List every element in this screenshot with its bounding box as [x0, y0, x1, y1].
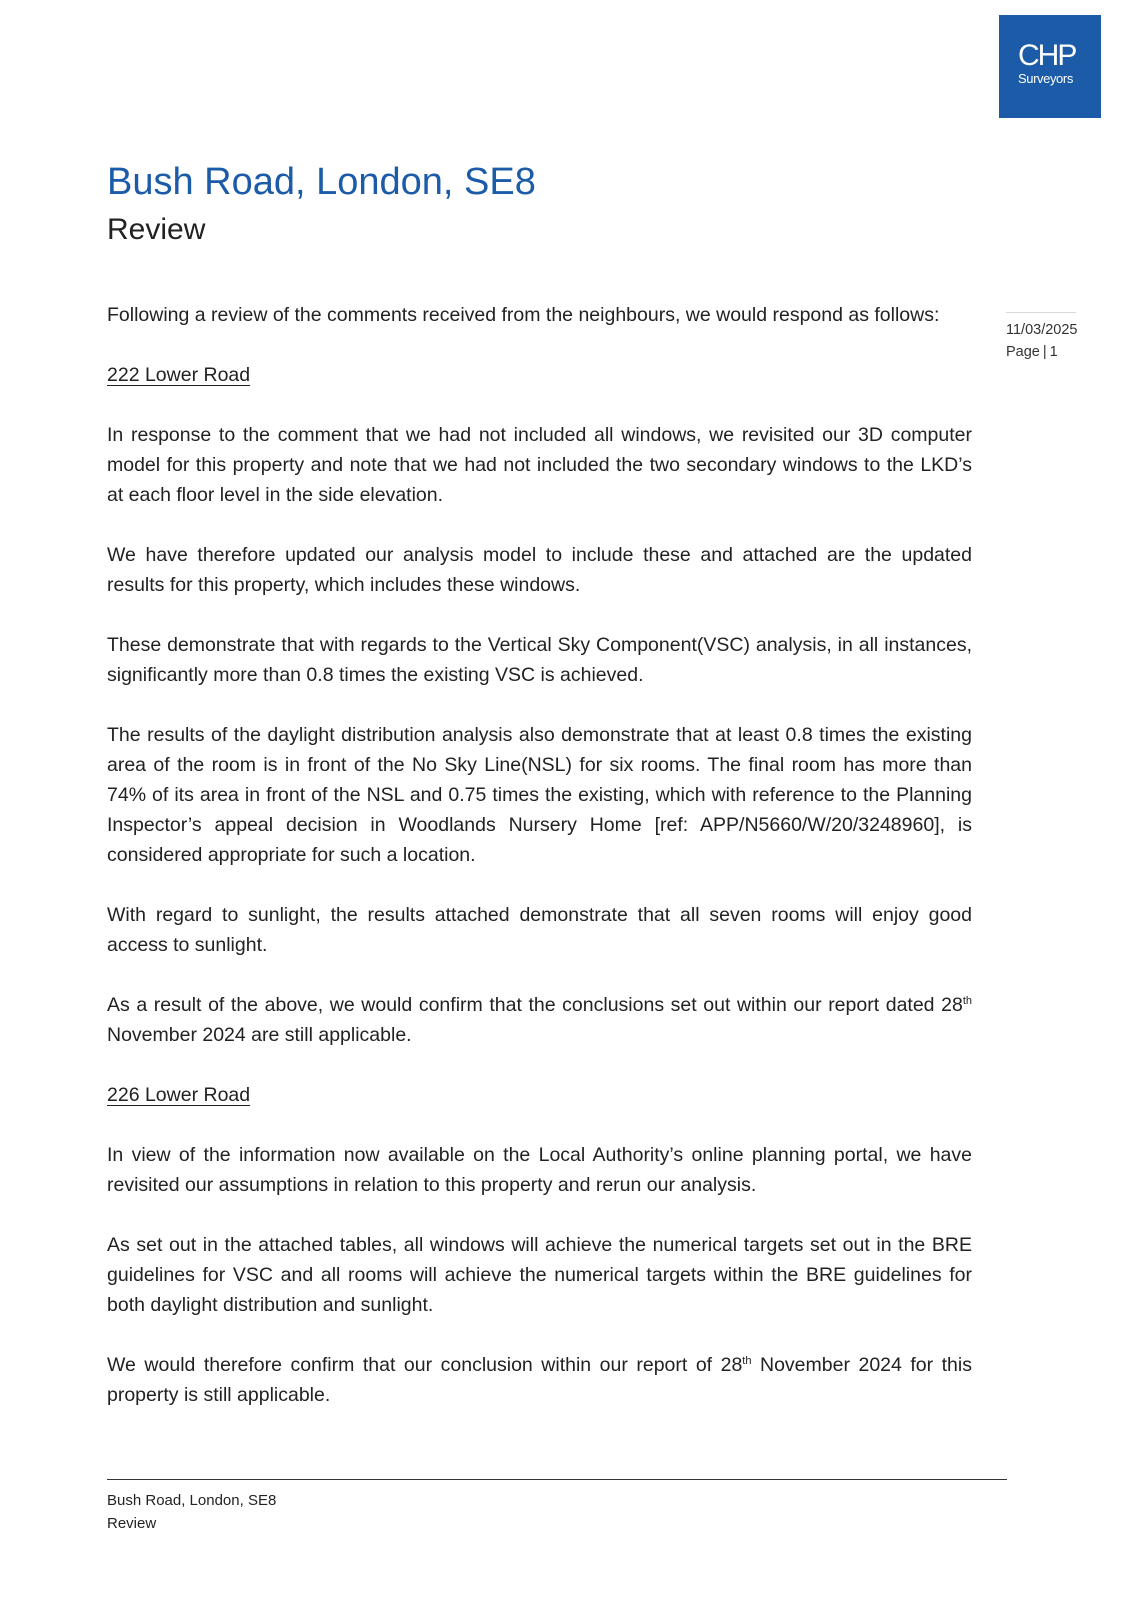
- section1-paragraph-6: [107, 990, 972, 1050]
- paragraph-text: November 2024 are still applicable.: [107, 1024, 412, 1046]
- page-indicator: [1006, 342, 1058, 362]
- section1-paragraph-5: With regard to sunlight, the results attached demonstrate that all seven rooms will enjoy good access to sunlight.: [107, 904, 972, 956]
- page-number: 1: [1049, 344, 1058, 360]
- footer-title: Bush Road, London, SE8: [107, 1492, 277, 1509]
- section1-paragraph-3: These demonstrate that with regards to the Vertical Sky Component(VSC) analysis, in all instances, significantly more than 0.8 times the existing VSC is achieved.: [107, 634, 972, 686]
- document-subtitle: Review: [107, 213, 206, 246]
- section2-paragraph-3: [107, 1350, 972, 1410]
- section2-paragraph-2: As set out in the attached tables, all windows will achieve the numerical targets set out in the BRE guidelines for VSC and all rooms will achieve the numerical targets within the BRE guidelines for both daylight distribution and sunlight.: [107, 1234, 972, 1316]
- sidebar-divider: [1006, 312, 1076, 313]
- section1-paragraph-2: We have therefore updated our analysis model to include these and attached are the updated results for this property, which includes these windows.: [107, 544, 972, 596]
- section1-paragraph-1: In response to the comment that we had not included all windows, we revisited our 3D computer model for this property and note that we had not included the two secondary windows to the LKD’s at each floor level in the side elevation.: [107, 424, 972, 506]
- footer-subtitle: Review: [107, 1515, 157, 1532]
- ordinal-suffix: th: [742, 1355, 752, 1367]
- section1-paragraph-4: The results of the daylight distribution analysis also demonstrate that at least 0.8 times the existing area of the room is in front of the No Sky Line(NSL) for six rooms. The final room has more than 74% of its area in front of the NSL and 0.75 times the existing, which with reference to the Planning Inspector’s appeal decision in Woodlands Nursery Home [ref: APP/N5660/W/20/3248960], is considered appropriate for such a location.: [107, 724, 972, 866]
- page-separator: |: [1042, 344, 1047, 360]
- logo-wordmark: CHP: [1018, 39, 1076, 72]
- chp-surveyors-logo: [999, 15, 1101, 118]
- document-title: Bush Road, London, SE8: [107, 161, 536, 203]
- document-date: 11/03/2025: [1006, 322, 1078, 338]
- page-label: Page: [1006, 344, 1040, 360]
- footer-divider: [107, 1479, 1007, 1480]
- section-heading-226-lower-road: 226 Lower Road: [107, 1084, 251, 1106]
- intro-paragraph: Following a review of the comments received from the neighbours, we would respond as follows:: [107, 304, 940, 326]
- document-body: [107, 300, 972, 1440]
- logo-subtext: Surveyors: [1018, 71, 1073, 86]
- section-heading-222-lower-road: 222 Lower Road: [107, 364, 251, 386]
- ordinal-suffix: th: [962, 995, 972, 1007]
- paragraph-text: We would therefore confirm that our conclusion within our report of 28: [107, 1354, 743, 1376]
- section2-paragraph-1: In view of the information now available on the Local Authority’s online planning portal, we have revisited our assumptions in relation to this property and rerun our analysis.: [107, 1144, 972, 1196]
- paragraph-text: As a result of the above, we would confirm that the conclusions set out within our report dated 28: [107, 994, 963, 1016]
- paragraph-text: November 2024 for this property is still applicable.: [107, 1354, 972, 1406]
